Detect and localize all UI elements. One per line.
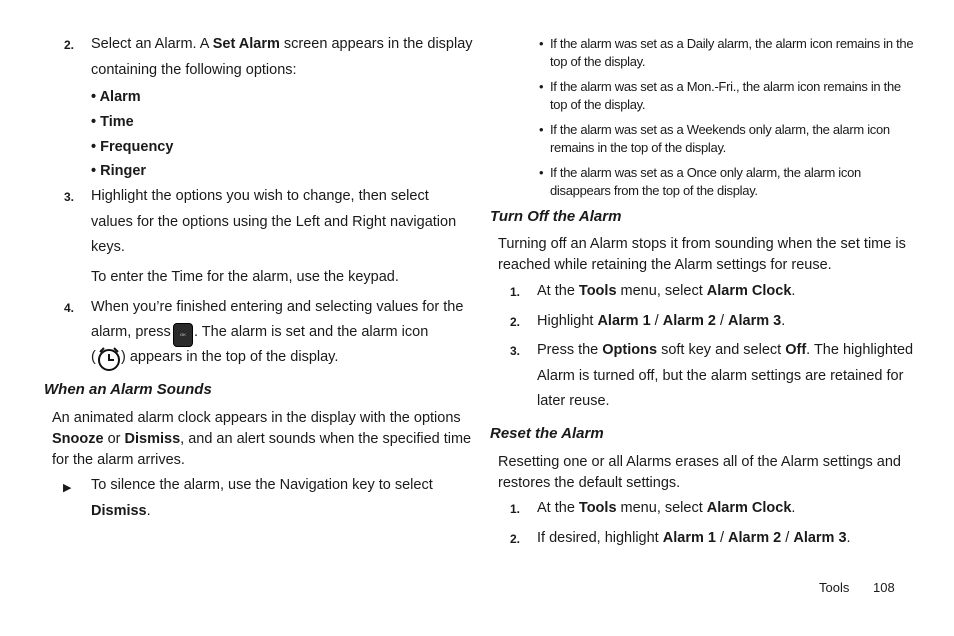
- text: At the: [537, 283, 579, 299]
- paragraph: Resetting one or all Alarms erases all of the Alarm settings and: [498, 454, 901, 470]
- bullet-text: If the alarm was set as a Mon.-Fri., the alarm icon remains in the: [550, 79, 901, 94]
- paragraph: An animated alarm clock appears in the display with the options: [52, 410, 461, 426]
- bullet: •: [91, 163, 97, 179]
- text: .: [781, 313, 786, 329]
- step-text: . The alarm is set and the alarm icon: [194, 324, 429, 340]
- text: .: [146, 503, 151, 519]
- bullet: •: [91, 114, 97, 130]
- bullet-text: If the alarm was set as a Daily alarm, the alarm icon remains in the: [550, 36, 914, 51]
- option-label: Alarm: [99, 89, 141, 105]
- step-note: To enter the Time for the alarm, use the keypad.: [91, 269, 399, 285]
- step-text: [537, 530, 851, 546]
- alarm-clock-icon: [96, 346, 122, 372]
- tools-term: Tools: [578, 500, 617, 516]
- paragraph: for the alarm arrives.: [52, 452, 185, 468]
- page-number: 108: [873, 580, 895, 595]
- step-text: values for the options using the Left and Right navigation: [91, 214, 457, 230]
- text: If desired, highlight: [537, 530, 663, 546]
- text: .: [791, 283, 796, 299]
- step-number: 3.: [510, 344, 521, 358]
- step-text: ) appears in the top of the display.: [121, 349, 339, 365]
- arrow-bullet-icon: ▶: [63, 482, 72, 494]
- step-number: 4.: [64, 301, 75, 315]
- bullet: •: [91, 89, 97, 105]
- text: soft key and select: [657, 342, 786, 358]
- step-number: 2.: [64, 38, 75, 52]
- tools-term: Tools: [578, 283, 617, 299]
- step-number: 3.: [64, 190, 75, 204]
- step-text: Highlight the options you wish to change, then select: [91, 188, 429, 204]
- text: . The highlighted: [806, 342, 914, 358]
- option-item: [91, 114, 134, 130]
- ok-key-icon: [173, 323, 193, 347]
- text: /: [715, 313, 729, 329]
- step-text: containing the following options:: [91, 62, 297, 78]
- alarm-3-term: Alarm 3: [728, 313, 782, 329]
- alarm-1-term: Alarm 1: [597, 313, 651, 329]
- option-item: [91, 163, 146, 179]
- step-number: 2.: [510, 532, 521, 546]
- step-number: 1.: [510, 285, 521, 299]
- bullet-text: If the alarm was set as a Weekends only alarm, the alarm icon: [550, 122, 890, 137]
- bullet-text: If the alarm was set as a Once only alarm, the alarm icon: [550, 165, 861, 180]
- bullet: •: [539, 165, 544, 180]
- bullet: •: [539, 122, 544, 137]
- text: , and an alert sounds when the specified time: [180, 431, 472, 447]
- step-text: keys.: [91, 239, 125, 255]
- text: /: [715, 530, 729, 546]
- text: Highlight: [537, 313, 598, 329]
- alarm-clock-term: Alarm Clock: [706, 500, 792, 516]
- alarm-2-term: Alarm 2: [728, 530, 782, 546]
- tip-text: [91, 503, 151, 519]
- step-text: [537, 283, 795, 299]
- option-label: Frequency: [100, 139, 174, 155]
- step-text: Alarm is turned off, but the alarm settings are retained for: [537, 368, 904, 384]
- paragraph: Turning off an Alarm stops it from sounding when the set time is: [498, 236, 906, 252]
- text: /: [781, 530, 794, 546]
- step-text: When you’re finished entering and selecting values for the: [91, 299, 464, 315]
- text: Select an Alarm. A: [91, 36, 213, 52]
- section-heading: Reset the Alarm: [490, 425, 604, 442]
- paren: (: [91, 349, 96, 365]
- bullet: •: [539, 36, 544, 51]
- text: .: [846, 530, 851, 546]
- alarm-2-term: Alarm 2: [662, 313, 716, 329]
- section-heading: Turn Off the Alarm: [490, 208, 622, 225]
- step-text: [537, 313, 785, 329]
- bullet-text: top of the display.: [550, 97, 646, 112]
- option-item: [91, 89, 141, 105]
- text: screen appears in the display: [279, 36, 473, 52]
- tip-text: To silence the alarm, use the Navigation key to select: [91, 477, 433, 493]
- bullet: •: [91, 139, 97, 155]
- paragraph: reached while retaining the Alarm settings for reuse.: [498, 257, 832, 273]
- text: .: [791, 500, 796, 516]
- step-number: 2.: [510, 315, 521, 329]
- set-alarm-term: Set Alarm: [212, 36, 280, 52]
- step-text: [537, 342, 913, 358]
- bullet-text: top of the display.: [550, 54, 646, 69]
- text: /: [650, 313, 663, 329]
- alarm-clock-term: Alarm Clock: [706, 283, 792, 299]
- alarm-1-term: Alarm 1: [662, 530, 716, 546]
- option-label: Time: [100, 114, 134, 130]
- text: Press the: [537, 342, 603, 358]
- options-term: Options: [602, 342, 658, 358]
- step-text: alarm, press: [91, 324, 171, 340]
- text: or: [103, 431, 125, 447]
- off-term: Off: [785, 342, 807, 358]
- snooze-term: Snooze: [52, 431, 104, 447]
- step-text: [91, 36, 473, 52]
- paragraph: [52, 431, 471, 447]
- option-item: [91, 139, 173, 155]
- bullet: •: [539, 79, 544, 94]
- text: At the: [537, 500, 579, 516]
- alarm-3-term: Alarm 3: [793, 530, 847, 546]
- bullet-text: remains in the top of the display.: [550, 140, 726, 155]
- bullet-text: disappears from the top of the display.: [550, 183, 758, 198]
- footer-section: Tools: [819, 580, 850, 595]
- ok-key-label: OK: [180, 332, 186, 337]
- text: menu, select: [616, 500, 707, 516]
- step-text: [537, 500, 795, 516]
- paragraph: restores the default settings.: [498, 475, 681, 491]
- dismiss-term: Dismiss: [124, 431, 181, 447]
- option-label: Ringer: [100, 163, 147, 179]
- step-text: later reuse.: [537, 393, 610, 409]
- section-heading: When an Alarm Sounds: [44, 381, 212, 398]
- step-number: 1.: [510, 502, 521, 516]
- text: menu, select: [616, 283, 707, 299]
- dismiss-term: Dismiss: [91, 503, 147, 519]
